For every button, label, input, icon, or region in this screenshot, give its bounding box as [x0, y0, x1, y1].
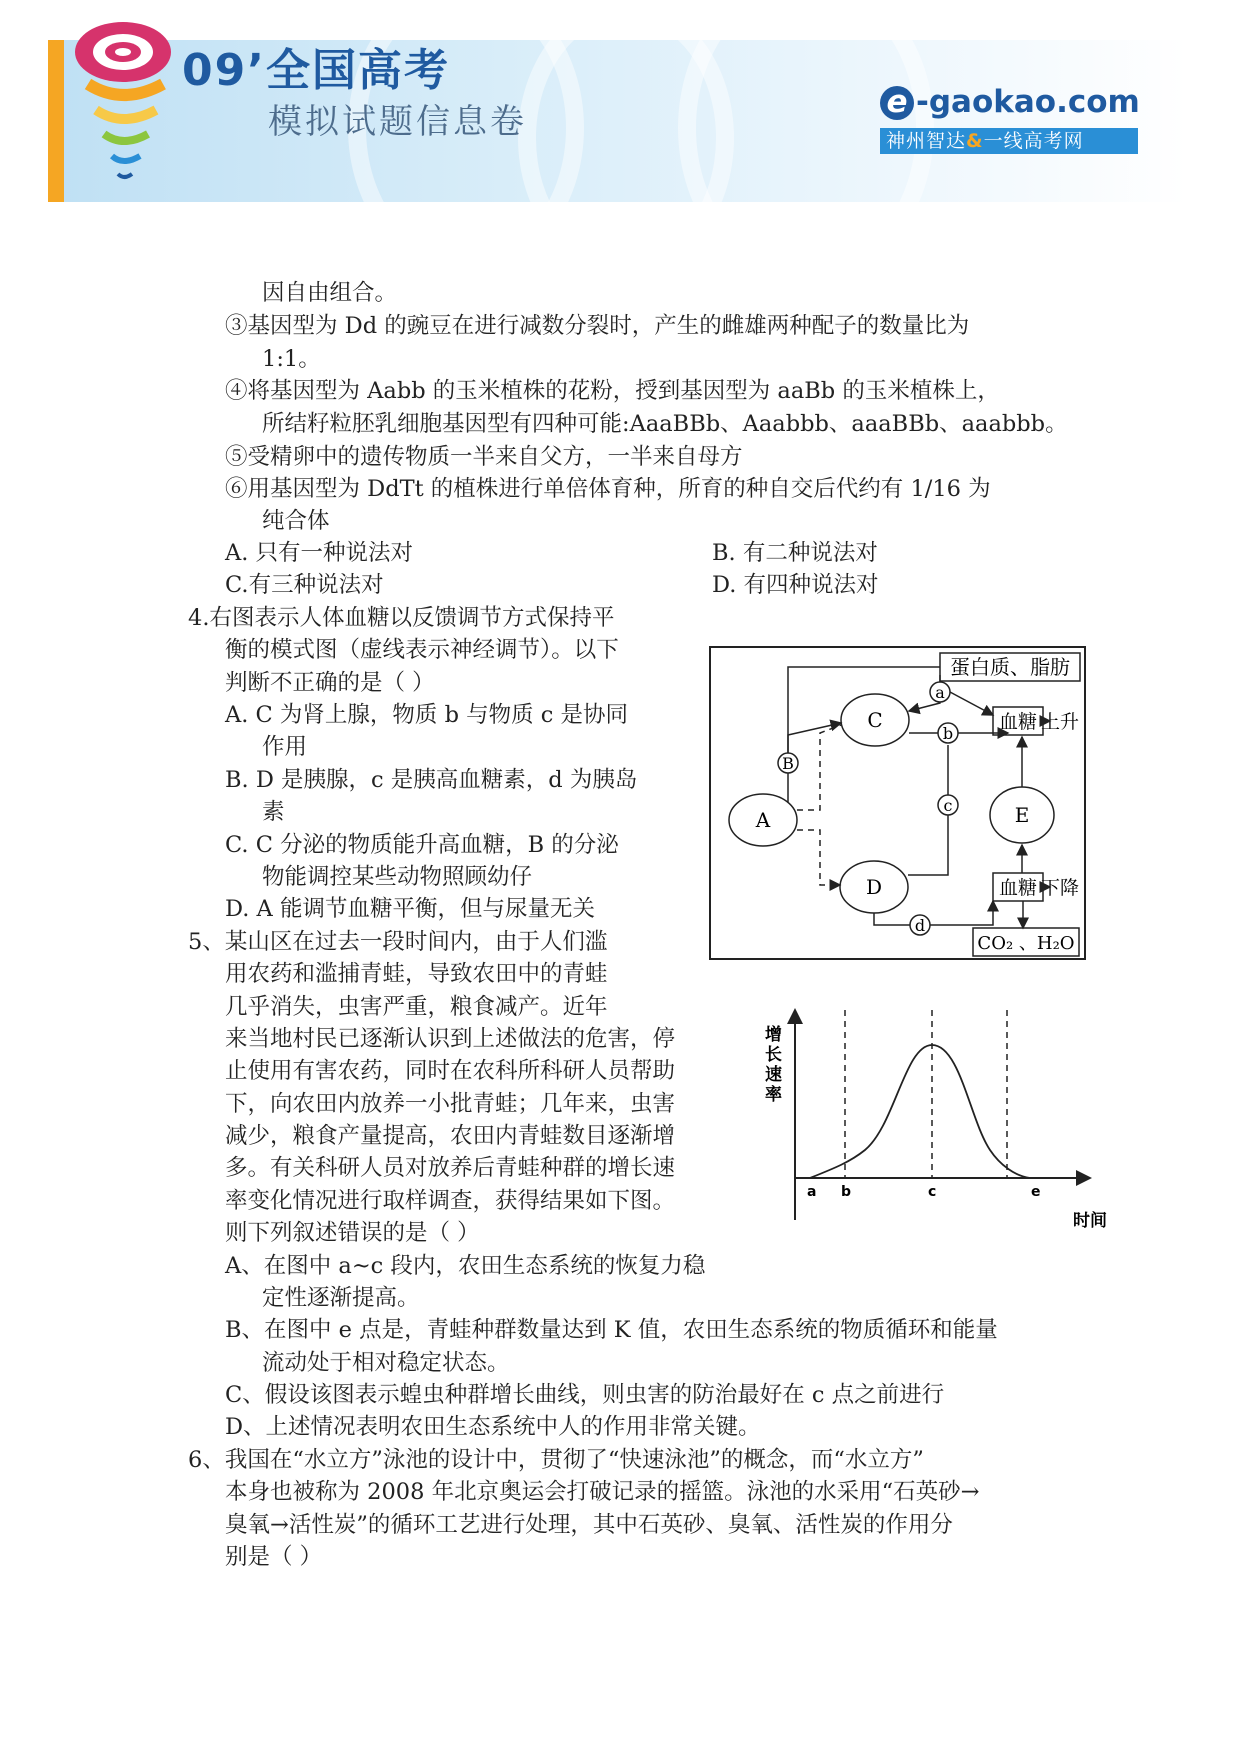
text-line: ⑥用基因型为 DdTt 的植株进行单倍体育种，所育的种自交后代约有 1/16 为 [225, 476, 991, 502]
svg-text:率: 率 [765, 1085, 782, 1105]
question-5-stem: 几乎消失，虫害严重，粮食减产。近年 [225, 994, 608, 1020]
question-5-stem: 多。有关科研人员对放养后青蛙种群的增长速 [225, 1155, 676, 1181]
text-line: ⑤受精卵中的遗传物质一半来自父方，一半来自母方 [225, 444, 743, 470]
question-5-stem: 用农药和滥捕青蛙，导致农田中的青蛙 [225, 961, 608, 987]
question-5-stem: 率变化情况进行取样调查，获得结果如下图。 [225, 1188, 676, 1214]
question-5-option-a: 定性逐渐提高。 [262, 1285, 420, 1311]
svg-text:c: c [943, 796, 953, 815]
question-4-option-a: 作用 [262, 734, 308, 760]
protein-fat-label: 蛋白质、脂肪 [950, 655, 1070, 679]
brand-logo[interactable] [880, 84, 1140, 120]
question-5-stem: 5、某山区在过去一段时间内，由于人们滥 [188, 929, 608, 955]
svg-text:增: 增 [765, 1025, 782, 1045]
answer-option-a: A. 只有一种说法对 [225, 540, 414, 566]
brand-tagline: 神州智达&一线高考网 [880, 128, 1138, 154]
text-line: ④将基因型为 Aabb 的玉米植株的花粉，授到基因型为 aaBb 的玉米植株上， [225, 378, 1000, 404]
brand-name: -gaokao.com [916, 84, 1140, 120]
question-6-stem: 6、我国在“水立方”泳池的设计中，贯彻了“快速泳池”的概念，而“水立方” [188, 1447, 924, 1473]
node-a-label: A [755, 808, 771, 832]
glucose-down-label: 血糖 [998, 877, 1038, 899]
question-4-option-d: D. A 能调节血糖平衡，但与尿量无关 [225, 896, 595, 922]
question-5-stem: 来当地村民已逐渐认识到上述做法的危害，停 [225, 1026, 676, 1052]
question-6-stem: 别是（ ） [225, 1544, 323, 1570]
co2-h2o-label: CO₂ 、H₂O [977, 933, 1075, 954]
question-4-option-c: C. C 分泌的物质能升高血糖，B 的分泌 [225, 832, 619, 858]
text-line: 所结籽粒胚乳细胞基因型有四种可能:AaaBBb、Aaabbb、aaaBBb、aaabbb。 [262, 411, 1068, 437]
brand-e-icon: e [880, 86, 914, 120]
node-d-label: D [865, 875, 883, 899]
banner-title: 09’全国高考 [182, 45, 450, 96]
question-4-option-b: B. D 是胰腺，c 是胰高血糖素，d 为胰岛 [225, 767, 638, 793]
question-5-stem: 减少，粮食产量提高，农田内青蛙数目逐渐增 [225, 1123, 676, 1149]
point-c: c [928, 1184, 937, 1200]
blood-sugar-diagram [708, 645, 1118, 963]
svg-text:速: 速 [765, 1065, 782, 1085]
point-b: b [841, 1184, 852, 1200]
question-4-option-a: A. C 为肾上腺，物质 b 与物质 c 是协同 [225, 702, 629, 728]
answer-option-c: C.有三种说法对 [225, 572, 384, 598]
x-axis-label: 时间 [1073, 1211, 1107, 1230]
question-6-stem: 本身也被称为 2008 年北京奥运会打破记录的摇篮。泳池的水采用“石英砂→ [225, 1479, 980, 1505]
question-5-option-b: 流动处于相对稳定状态。 [262, 1350, 510, 1376]
glucose-up-label: 血糖 [998, 711, 1038, 733]
text-line: ③基因型为 Dd 的豌豆在进行减数分裂时，产生的雌雄两种配子的数量比为 [225, 313, 970, 339]
question-6-stem: 臭氧→活性炭”的循环工艺进行处理，其中石英砂、臭氧、活性炭的作用分 [225, 1512, 953, 1538]
question-5-stem: 止使用有害农药，同时在农科所科研人员帮助 [225, 1058, 676, 1084]
question-4-stem: 4.右图表示人体血糖以反馈调节方式保持平 [188, 605, 615, 631]
fall-label: 下降 [1040, 877, 1080, 899]
svg-text:长: 长 [765, 1045, 782, 1065]
answer-option-b: B. 有二种说法对 [712, 540, 878, 566]
point-e: e [1031, 1184, 1041, 1200]
question-5-stem: 则下列叙述错误的是（ ） [225, 1220, 480, 1246]
question-5-stem: 下，向农田内放养一小批青蛙；几年来，虫害 [225, 1091, 676, 1117]
question-4-stem: 判断不正确的是（ ） [225, 670, 435, 696]
text-line: 1:1。 [262, 346, 321, 372]
svg-text:B: B [782, 754, 794, 773]
banner-subtitle: 模拟试题信息卷 [268, 102, 527, 142]
svg-text:d: d [914, 916, 926, 935]
y-axis-label [765, 1024, 782, 1105]
node-e-label: E [1014, 803, 1030, 827]
svg-text:a: a [935, 683, 945, 702]
growth-rate-graph [755, 1000, 1115, 1230]
growth-curve [810, 1045, 1030, 1178]
question-4-stem: 衡的模式图（虚线表示神经调节）。以下 [225, 637, 619, 663]
question-5-option-b: B、在图中 e 点是，青蛙种群数量达到 K 值，农田生态系统的物质循环和能量 [225, 1317, 998, 1343]
question-5-option-a: A、在图中 a~c 段内，农田生态系统的恢复力稳 [225, 1253, 706, 1279]
text-line: 因自由组合。 [262, 280, 398, 306]
point-a: a [807, 1184, 817, 1200]
rise-label: 上升 [1040, 711, 1080, 733]
question-5-option-d: D、上述情况表明农田生态系统中人的作用非常关键。 [225, 1414, 761, 1440]
logo-swirl-icon [68, 14, 178, 194]
node-c-label: C [867, 708, 883, 732]
question-5-option-c: C、假设该图表示蝗虫种群增长曲线，则虫害的防治最好在 c 点之前进行 [225, 1382, 945, 1408]
question-4-option-c: 物能调控某些动物照顾幼仔 [262, 864, 533, 890]
svg-text:b: b [942, 724, 954, 743]
question-4-option-b: 素 [262, 799, 285, 825]
answer-option-d: D. 有四种说法对 [712, 572, 879, 598]
text-line: 纯合体 [262, 508, 330, 534]
banner-stripe [48, 40, 64, 202]
